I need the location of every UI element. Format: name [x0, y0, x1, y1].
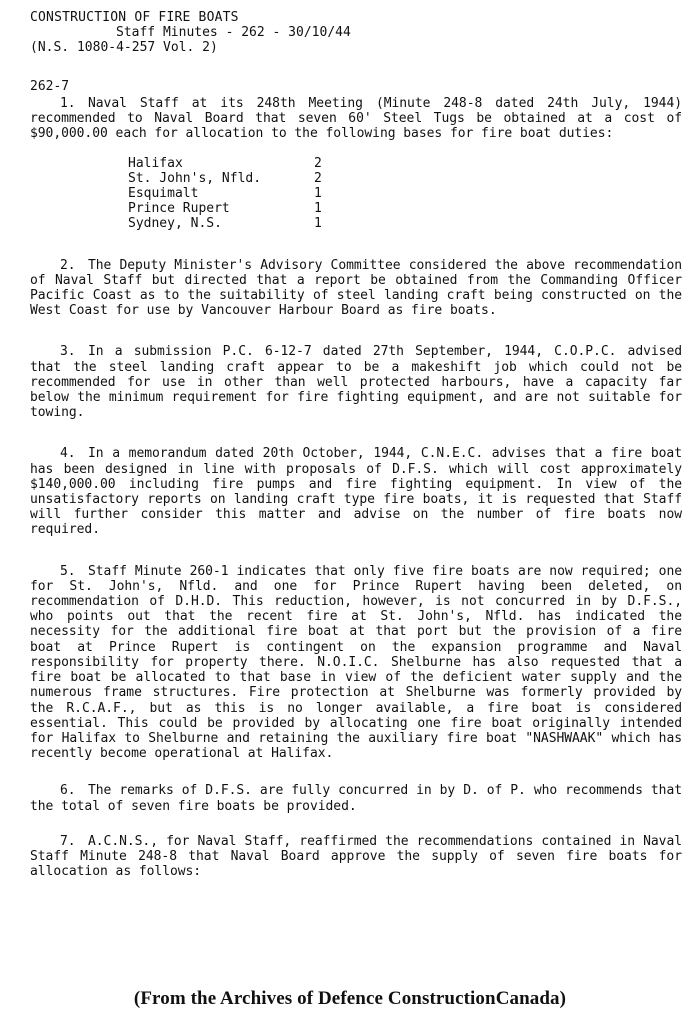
base-count: 1 — [314, 201, 322, 217]
paragraph-number: 3. — [60, 344, 76, 360]
base-count: 1 — [314, 216, 322, 232]
base-name: Sydney, N.S. — [128, 216, 222, 232]
base-count: 1 — [314, 186, 322, 202]
paragraph-5 — [30, 564, 682, 762]
staff-minutes-line: Staff Minutes - 262 - 30/10/44 — [116, 25, 351, 40]
table-row — [128, 171, 334, 186]
paragraph-number: 5. — [60, 563, 76, 579]
paragraph-number: 4. — [60, 446, 76, 462]
paragraph-2 — [30, 258, 682, 319]
paragraph-6 — [30, 783, 682, 813]
base-name: St. John's, Nfld. — [128, 170, 262, 186]
base-name: Esquimalt — [128, 186, 199, 202]
table-row — [128, 186, 334, 201]
bases-allocation-table — [128, 156, 334, 232]
table-row — [128, 201, 334, 216]
paragraph-text: A.C.N.S., for Naval Staff, reaffirmed the recommendations contained in Naval Staff Minute 248-8 that Naval Board approve the supply of seven fire boats for allocation as follows: — [30, 833, 682, 880]
paragraph-text: Naval Staff at its 248th Meeting (Minute 248-8 dated 24th July, 1944) recommended to Naval Board that seven 60' Steel Tugs be obtained at a cost of $90,000.00 each for allocation to the following bases for fire boat duties: — [30, 96, 682, 142]
paragraph-7 — [30, 834, 682, 880]
paragraph-3 — [30, 344, 682, 420]
paragraph-number: 1. — [60, 96, 76, 111]
paragraph-text: The remarks of D.F.S. are fully concurred in by D. of P. who recommends that the total of seven fire boats be provided. — [30, 783, 682, 814]
paragraph-number: 7. — [60, 833, 76, 849]
base-name: Prince Rupert — [128, 201, 230, 217]
base-name: Halifax — [128, 155, 183, 171]
paragraph-4 — [30, 446, 682, 537]
table-row — [128, 216, 334, 231]
file-reference: (N.S. 1080-4-257 Vol. 2) — [30, 40, 218, 55]
document-title: CONSTRUCTION OF FIRE BOATS — [30, 10, 239, 25]
document-header — [30, 10, 682, 55]
paragraph-number: 2. — [60, 257, 76, 273]
paragraph-text: In a memorandum dated 20th October, 1944, C.N.E.C. advises that a fire boat has been designed in line with proposals of D.F.S. which will cost approximately $140,000.00 including fire pumps and fire fighting equipment. In view of the unsatisfactory reports on landing craft type fire boats, it is requested that Staff will further consider this matter and advise on the number of fire boats now required. — [30, 446, 682, 538]
paragraph-text: Staff Minute 260-1 indicates that only five fire boats are now required; one for St. John's, Nfld. and one for Prince Rupert having been deleted, on recommendation of D.H.D. This reduction, however, is not concurred in by D.F.S., who points out that the recent fire at St. John's, Nfld. has indicated the necessity for the additional fire boat at that port but the provision of a fire boat at Prince Rupert is contingent on the expansion programme and Naval responsibility for property there. N.O.I.C. Shelburne has also requested that a fire boat be allocated to that base in view of the deficient water supply and the numerous frame structures. Fire protection at Shelburne was formerly provided by the R.C.A.F., but as this is no longer available, a fire boat is considered essential. This could be provided by allocating one fire boat originally intended for Halifax to Shelburne and retaining the auxiliary fire boat "NASHWAAK" which has recently become operational at Halifax. — [30, 563, 682, 762]
base-count: 2 — [314, 155, 322, 171]
table-row — [128, 156, 334, 171]
paragraph-number: 6. — [60, 783, 76, 799]
paragraph-1 — [30, 96, 682, 142]
minute-reference: 262-7 — [30, 79, 70, 94]
base-count: 2 — [314, 170, 322, 186]
paragraph-text: In a submission P.C. 6-12-7 dated 27th September, 1944, C.O.P.C. advised that the steel landing craft appear to be a makeshift job which could not be recommended for use in other than well protected harbours, have a capacity far below the minimum requirement for fire fighting equipment, and are not suitable for towing. — [30, 344, 682, 421]
archive-source-caption: (From the Archives of Defence ConstructionCanada) — [133, 988, 567, 1009]
paragraph-text: The Deputy Minister's Advisory Committee considered the above recommendation of Naval Staff but directed that a report be obtained from the Commanding Officer Pacific Coast as to the suitability of steel landing craft being constructed on the West Coast for use by Vancouver Harbour Board as fire boats. — [30, 257, 682, 319]
